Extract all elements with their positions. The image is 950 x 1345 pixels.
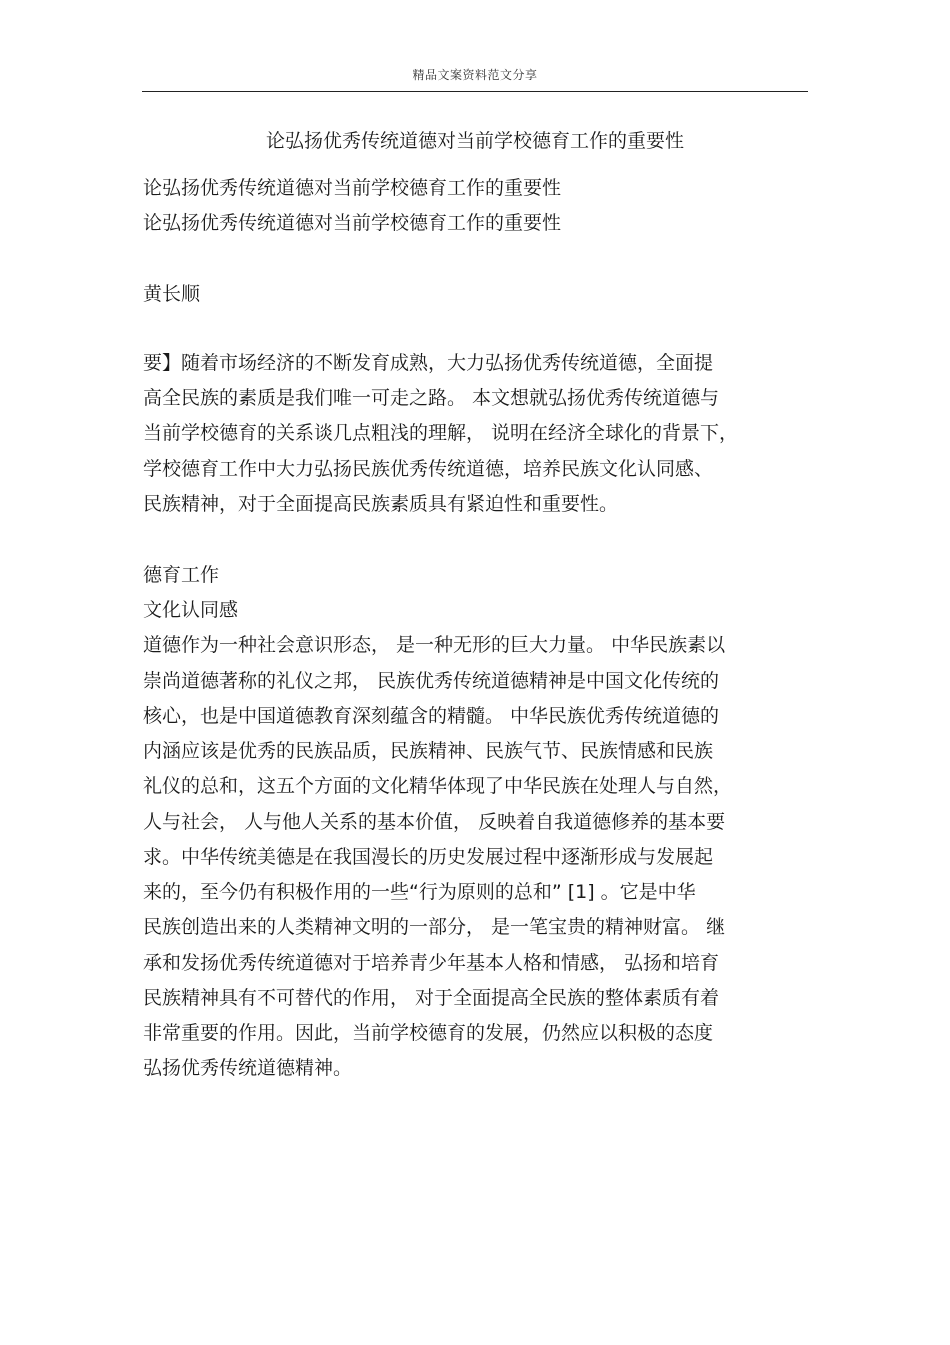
abstract-line: 高全民族的素质是我们唯一可走之路。 本文想就弘扬优秀传统道德与 bbox=[143, 387, 720, 409]
abstract-line: 当前学校德育的关系谈几点粗浅的理解， 说明在经济全球化的背景下， bbox=[143, 422, 739, 444]
body-line: 求。中华传统美德是在我国漫长的历史发展过程中逐渐形成与发展起 bbox=[143, 846, 714, 868]
title-repeat-2: 论弘扬优秀传统道德对当前学校德育工作的重要性 bbox=[143, 212, 562, 234]
author-name: 黄长顺 bbox=[143, 283, 201, 305]
abstract-line: 要】随着市场经济的不断发育成熟，大力弘扬优秀传统道德，全面提 bbox=[143, 352, 714, 374]
body-line: 人与社会， 人与他人关系的基本价值， 反映着自我道德修养的基本要 bbox=[143, 811, 726, 833]
abstract-line: 学校德育工作中大力弘扬民族优秀传统道德，培养民族文化认同感、 bbox=[143, 458, 714, 480]
abstract-line: 民族精神，对于全面提高民族素质具有紧迫性和重要性。 bbox=[143, 493, 619, 515]
body-line: 礼仪的总和，这五个方面的文化精华体现了中华民族在处理人与自然， bbox=[143, 775, 733, 797]
body-line: 民族创造出来的人类精神文明的一部分， 是一笔宝贵的精神财富。 继 bbox=[143, 916, 726, 938]
keyword-item: 文化认同感 bbox=[143, 599, 239, 621]
body-line: 承和发扬优秀传统道德对于培养青少年基本人格和情感， 弘扬和培育 bbox=[143, 952, 720, 974]
body-line: 核心，也是中国道德教育深刻蕴含的精髓。 中华民族优秀传统道德的 bbox=[143, 705, 720, 727]
document-title: 论弘扬优秀传统道德对当前学校德育工作的重要性 bbox=[265, 130, 684, 152]
body-line: 道德作为一种社会意识形态， 是一种无形的巨大力量。 中华民族素以 bbox=[143, 634, 726, 656]
body-line: 弘扬优秀传统道德精神。 bbox=[143, 1057, 353, 1079]
body-line: 内涵应该是优秀的民族品质，民族精神、民族气节、民族情感和民族 bbox=[143, 740, 714, 762]
header-divider bbox=[142, 91, 808, 92]
body-line: 来的，至今仍有积极作用的一些“行为原则的总和” [1] 。它是中华 bbox=[143, 881, 696, 903]
keyword-item: 德育工作 bbox=[143, 564, 220, 586]
page-header: 精品文案资料范文分享 bbox=[412, 68, 538, 82]
body-line: 崇尚道德著称的礼仪之邦， 民族优秀传统道德精神是中国文化传统的 bbox=[143, 670, 720, 692]
body-line: 非常重要的作用。因此，当前学校德育的发展，仍然应以积极的态度 bbox=[143, 1022, 714, 1044]
title-repeat-1: 论弘扬优秀传统道德对当前学校德育工作的重要性 bbox=[143, 177, 562, 199]
body-line: 民族精神具有不可替代的作用， 对于全面提高全民族的整体素质有着 bbox=[143, 987, 720, 1009]
